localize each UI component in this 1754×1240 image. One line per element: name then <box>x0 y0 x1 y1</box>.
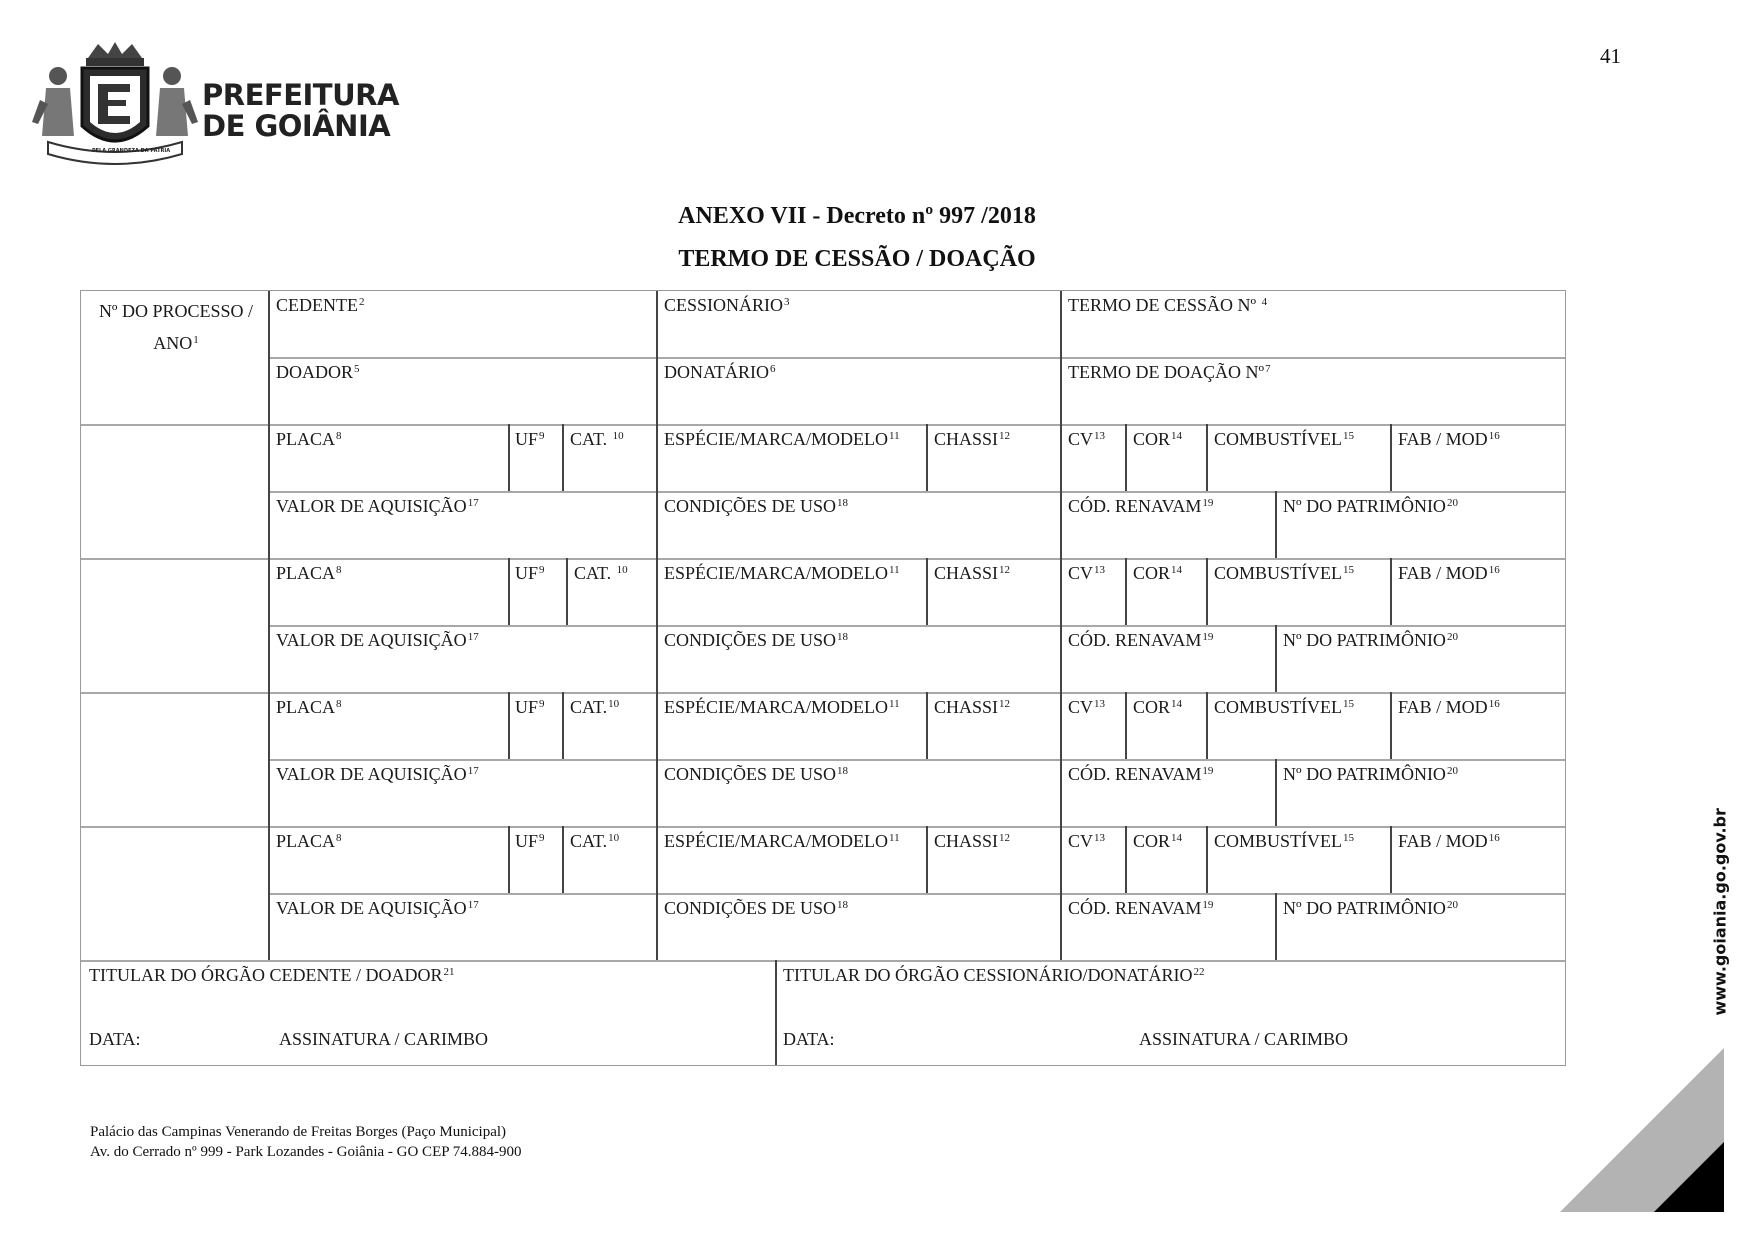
side-url[interactable] <box>1700 808 1730 1016</box>
processo-field[interactable] <box>91 295 261 359</box>
combustivel-note: 15 <box>1343 832 1355 844</box>
renavam-note: 19 <box>1202 631 1214 643</box>
patrimonio-label: Nº DO PATRIMÔNIO <box>1283 898 1446 918</box>
fab-mod-note: 16 <box>1488 564 1500 576</box>
especie-label: ESPÉCIE/MARCA/MODELO <box>664 697 889 717</box>
uf-note: 9 <box>539 564 545 576</box>
valor-note: 17 <box>467 497 479 509</box>
especie-field[interactable] <box>664 429 900 449</box>
row-divider <box>81 558 1565 560</box>
cessionario-note: 3 <box>784 296 790 308</box>
patrimonio-field[interactable] <box>1283 496 1458 516</box>
condicoes-label: CONDIÇÕES DE USO <box>664 630 837 650</box>
condicoes-label: CONDIÇÕES DE USO <box>664 898 837 918</box>
cat-note: 10 <box>608 698 620 710</box>
cor-field[interactable] <box>1133 563 1182 583</box>
row-divider <box>268 357 1565 359</box>
cessionario-field[interactable] <box>664 295 790 315</box>
cat-note: 10 <box>616 564 628 576</box>
uf-field[interactable] <box>515 697 545 717</box>
fab-mod-label: FAB / MOD <box>1398 697 1488 717</box>
condicoes-field[interactable] <box>664 496 848 516</box>
column-divider <box>775 960 777 1065</box>
data-cedente-label[interactable]: DATA: <box>89 1029 141 1049</box>
placa-field[interactable] <box>276 429 342 449</box>
placa-field[interactable] <box>276 831 342 851</box>
uf-field[interactable] <box>515 831 545 851</box>
titular-cessionario-note: 22 <box>1193 966 1205 978</box>
chassi-field[interactable] <box>934 563 1010 583</box>
row-divider <box>268 759 1565 761</box>
chassi-label: CHASSI <box>934 563 999 583</box>
fab-mod-field[interactable] <box>1398 429 1500 449</box>
cedente-label: CEDENTE <box>276 295 358 315</box>
logo-text <box>202 80 399 142</box>
processo-note: 1 <box>193 334 199 346</box>
cat-label: CAT. <box>570 697 608 717</box>
row-divider <box>268 491 1565 493</box>
cor-field[interactable] <box>1133 697 1182 717</box>
cat-note: 10 <box>612 430 624 442</box>
valor-label: VALOR DE AQUISIÇÃO <box>276 630 467 650</box>
condicoes-field[interactable] <box>664 764 848 784</box>
especie-label: ESPÉCIE/MARCA/MODELO <box>664 563 889 583</box>
especie-note: 11 <box>889 698 900 710</box>
chassi-note: 12 <box>999 430 1011 442</box>
cedente-note: 2 <box>358 296 365 308</box>
especie-label: ESPÉCIE/MARCA/MODELO <box>664 831 889 851</box>
patrimonio-field[interactable] <box>1283 630 1458 650</box>
uf-label: UF <box>515 429 539 449</box>
condicoes-note: 18 <box>837 631 849 643</box>
placa-note: 8 <box>336 564 342 576</box>
footer-line-2: Av. do Cerrado nº 999 - Park Lozandes - Goiânia - GO CEP 74.884-900 <box>90 1144 522 1160</box>
especie-label: ESPÉCIE/MARCA/MODELO <box>664 429 889 449</box>
logo-line-2: DE GOIÂNIA <box>202 109 391 143</box>
cv-field[interactable] <box>1068 563 1105 583</box>
page-number: 41 <box>1600 44 1621 68</box>
combustivel-label: COMBUSTÍVEL <box>1214 429 1343 449</box>
footer-line-1: Palácio das Campinas Venerando de Freitas Borges (Paço Municipal) <box>90 1124 507 1140</box>
side-url-text: www.goiania.go.gov.br <box>1710 808 1730 1016</box>
renavam-field[interactable] <box>1068 496 1213 516</box>
row-divider <box>81 960 1565 962</box>
combustivel-note: 15 <box>1343 698 1355 710</box>
column-divider <box>1060 291 1062 960</box>
condicoes-label: CONDIÇÕES DE USO <box>664 764 837 784</box>
placa-note: 8 <box>336 832 342 844</box>
cv-label: CV <box>1068 831 1094 851</box>
renavam-note: 19 <box>1202 497 1214 509</box>
especie-field[interactable] <box>664 563 900 583</box>
chassi-label: CHASSI <box>934 429 999 449</box>
row-divider <box>81 424 1565 426</box>
cat-field[interactable] <box>574 563 628 583</box>
uf-note: 9 <box>539 832 545 844</box>
uf-label: UF <box>515 563 539 583</box>
prefeitura-logo <box>30 40 399 170</box>
uf-note: 9 <box>539 430 545 442</box>
chassi-note: 12 <box>999 832 1011 844</box>
valor-label: VALOR DE AQUISIÇÃO <box>276 898 467 918</box>
condicoes-field[interactable] <box>664 898 848 918</box>
renavam-label: CÓD. RENAVAM <box>1068 764 1202 784</box>
especie-note: 11 <box>889 430 900 442</box>
seal-motto: PELA GRANDEZA DA PÁTRIA <box>91 148 171 154</box>
condicoes-note: 18 <box>837 497 849 509</box>
doador-label: DOADOR <box>276 362 354 382</box>
row-divider <box>268 625 1565 627</box>
termo-cessao-field[interactable] <box>1068 295 1267 315</box>
cv-note: 13 <box>1094 698 1106 710</box>
termo-cessao-note: 4 <box>1261 296 1268 308</box>
column-divider <box>268 291 270 960</box>
combustivel-note: 15 <box>1343 430 1355 442</box>
combustivel-field[interactable] <box>1214 429 1354 449</box>
cat-note: 10 <box>608 832 620 844</box>
renavam-note: 19 <box>1202 899 1214 911</box>
termo-doacao-field[interactable] <box>1068 362 1271 382</box>
patrimonio-field[interactable] <box>1283 898 1458 918</box>
cor-field[interactable] <box>1133 831 1182 851</box>
doador-field[interactable] <box>276 362 360 382</box>
placa-field[interactable] <box>276 563 342 583</box>
cor-label: COR <box>1133 831 1171 851</box>
chassi-label: CHASSI <box>934 831 999 851</box>
cv-field[interactable] <box>1068 831 1105 851</box>
combustivel-label: COMBUSTÍVEL <box>1214 831 1343 851</box>
placa-label: PLACA <box>276 831 336 851</box>
donatario-label: DONATÁRIO <box>664 362 769 382</box>
patrimonio-note: 20 <box>1446 631 1458 643</box>
valor-label: VALOR DE AQUISIÇÃO <box>276 496 467 516</box>
renavam-field[interactable] <box>1068 898 1213 918</box>
placa-field[interactable] <box>276 697 342 717</box>
especie-field[interactable] <box>664 697 900 717</box>
termo-cessao-label: TERMO DE CESSÃO Nº <box>1068 295 1257 315</box>
fab-mod-note: 16 <box>1488 698 1500 710</box>
assinatura-cedente-label[interactable]: ASSINATURA / CARIMBO <box>279 1029 489 1049</box>
cessao-doacao-form <box>80 290 1566 1066</box>
placa-label: PLACA <box>276 429 336 449</box>
renavam-field[interactable] <box>1068 764 1213 784</box>
placa-label: PLACA <box>276 563 336 583</box>
valor-field[interactable] <box>276 630 479 650</box>
renavam-label: CÓD. RENAVAM <box>1068 630 1202 650</box>
row-divider <box>81 692 1565 694</box>
cor-note: 14 <box>1171 564 1183 576</box>
combustivel-note: 15 <box>1343 564 1355 576</box>
condicoes-note: 18 <box>837 765 849 777</box>
combustivel-field[interactable] <box>1214 697 1354 717</box>
fab-mod-field[interactable] <box>1398 563 1500 583</box>
titular-cedente-field[interactable] <box>89 965 454 985</box>
chassi-field[interactable] <box>934 429 1010 449</box>
valor-note: 17 <box>467 899 479 911</box>
cv-label: CV <box>1068 429 1094 449</box>
uf-label: UF <box>515 831 539 851</box>
combustivel-label: COMBUSTÍVEL <box>1214 697 1343 717</box>
data-cessionario-label[interactable]: DATA: <box>783 1029 835 1049</box>
valor-field[interactable] <box>276 764 479 784</box>
renavam-label: CÓD. RENAVAM <box>1068 496 1202 516</box>
cedente-field[interactable] <box>276 295 364 315</box>
uf-field[interactable] <box>515 429 545 449</box>
donatario-field[interactable] <box>664 362 776 382</box>
chassi-note: 12 <box>999 698 1011 710</box>
valor-label: VALOR DE AQUISIÇÃO <box>276 764 467 784</box>
patrimonio-label: Nº DO PATRIMÔNIO <box>1283 496 1446 516</box>
cor-note: 14 <box>1171 832 1183 844</box>
termo-doacao-note: 7 <box>1265 363 1271 375</box>
fab-mod-note: 16 <box>1488 832 1500 844</box>
placa-label: PLACA <box>276 697 336 717</box>
condicoes-field[interactable] <box>664 630 848 650</box>
column-divider <box>656 291 658 960</box>
fab-mod-label: FAB / MOD <box>1398 831 1488 851</box>
form-title: TERMO DE CESSÃO / DOAÇÃO <box>678 246 1036 272</box>
renavam-label: CÓD. RENAVAM <box>1068 898 1202 918</box>
cor-note: 14 <box>1171 698 1183 710</box>
valor-field[interactable] <box>276 496 479 516</box>
cat-field[interactable] <box>570 429 624 449</box>
uf-label: UF <box>515 697 539 717</box>
corner-decoration-icon <box>1560 1048 1724 1212</box>
renavam-field[interactable] <box>1068 630 1213 650</box>
fab-mod-label: FAB / MOD <box>1398 563 1488 583</box>
cat-field[interactable] <box>570 831 619 851</box>
cor-label: COR <box>1133 697 1171 717</box>
doador-note: 5 <box>354 363 360 375</box>
renavam-note: 19 <box>1202 765 1214 777</box>
combustivel-field[interactable] <box>1214 563 1354 583</box>
donatario-note: 6 <box>770 363 776 375</box>
patrimonio-label: Nº DO PATRIMÔNIO <box>1283 764 1446 784</box>
valor-field[interactable] <box>276 898 479 918</box>
cv-note: 13 <box>1094 564 1106 576</box>
assinatura-cessionario-label[interactable]: ASSINATURA / CARIMBO <box>1139 1029 1349 1049</box>
chassi-field[interactable] <box>934 697 1010 717</box>
annex-title: ANEXO VII - Decreto nº 997 /2018 <box>678 203 1036 229</box>
logo-line-1: PREFEITURA <box>202 78 399 112</box>
cv-note: 13 <box>1094 430 1106 442</box>
uf-field[interactable] <box>515 563 545 583</box>
cor-note: 14 <box>1171 430 1183 442</box>
chassi-label: CHASSI <box>934 697 999 717</box>
cat-field[interactable] <box>570 697 619 717</box>
processo-label: Nº DO PROCESSO / ANO <box>98 301 254 353</box>
patrimonio-note: 20 <box>1446 899 1458 911</box>
cv-note: 13 <box>1094 832 1106 844</box>
fab-mod-note: 16 <box>1488 430 1500 442</box>
cv-field[interactable] <box>1068 429 1105 449</box>
fab-mod-field[interactable] <box>1398 697 1500 717</box>
fab-mod-label: FAB / MOD <box>1398 429 1488 449</box>
valor-note: 17 <box>467 765 479 777</box>
valor-note: 17 <box>467 631 479 643</box>
especie-field[interactable] <box>664 831 900 851</box>
titular-cessionario-field[interactable] <box>783 965 1205 985</box>
condicoes-note: 18 <box>837 899 849 911</box>
especie-note: 11 <box>889 832 900 844</box>
titular-cedente-label: TITULAR DO ÓRGÃO CEDENTE / DOADOR <box>89 965 443 985</box>
chassi-field[interactable] <box>934 831 1010 851</box>
patrimonio-note: 20 <box>1446 765 1458 777</box>
patrimonio-label: Nº DO PATRIMÔNIO <box>1283 630 1446 650</box>
cat-label: CAT. <box>570 429 612 449</box>
cv-label: CV <box>1068 563 1094 583</box>
patrimonio-note: 20 <box>1446 497 1458 509</box>
cor-label: COR <box>1133 429 1171 449</box>
especie-note: 11 <box>889 564 900 576</box>
fab-mod-field[interactable] <box>1398 831 1500 851</box>
chassi-note: 12 <box>999 564 1011 576</box>
cv-field[interactable] <box>1068 697 1105 717</box>
cat-label: CAT. <box>570 831 608 851</box>
row-divider <box>268 893 1565 895</box>
cat-label: CAT. <box>574 563 616 583</box>
cor-field[interactable] <box>1133 429 1182 449</box>
titular-cedente-note: 21 <box>443 966 455 978</box>
titular-cessionario-label: TITULAR DO ÓRGÃO CESSIONÁRIO/DONATÁRIO <box>783 965 1193 985</box>
placa-note: 8 <box>336 698 342 710</box>
cor-label: COR <box>1133 563 1171 583</box>
row-divider <box>81 826 1565 828</box>
combustivel-label: COMBUSTÍVEL <box>1214 563 1343 583</box>
uf-note: 9 <box>539 698 545 710</box>
placa-note: 8 <box>336 430 342 442</box>
termo-doacao-label: TERMO DE DOAÇÃO Nº <box>1068 362 1265 382</box>
combustivel-field[interactable] <box>1214 831 1354 851</box>
cessionario-label: CESSIONÁRIO <box>664 295 784 315</box>
cv-label: CV <box>1068 697 1094 717</box>
condicoes-label: CONDIÇÕES DE USO <box>664 496 837 516</box>
patrimonio-field[interactable] <box>1283 764 1458 784</box>
footer-address <box>90 1122 522 1162</box>
